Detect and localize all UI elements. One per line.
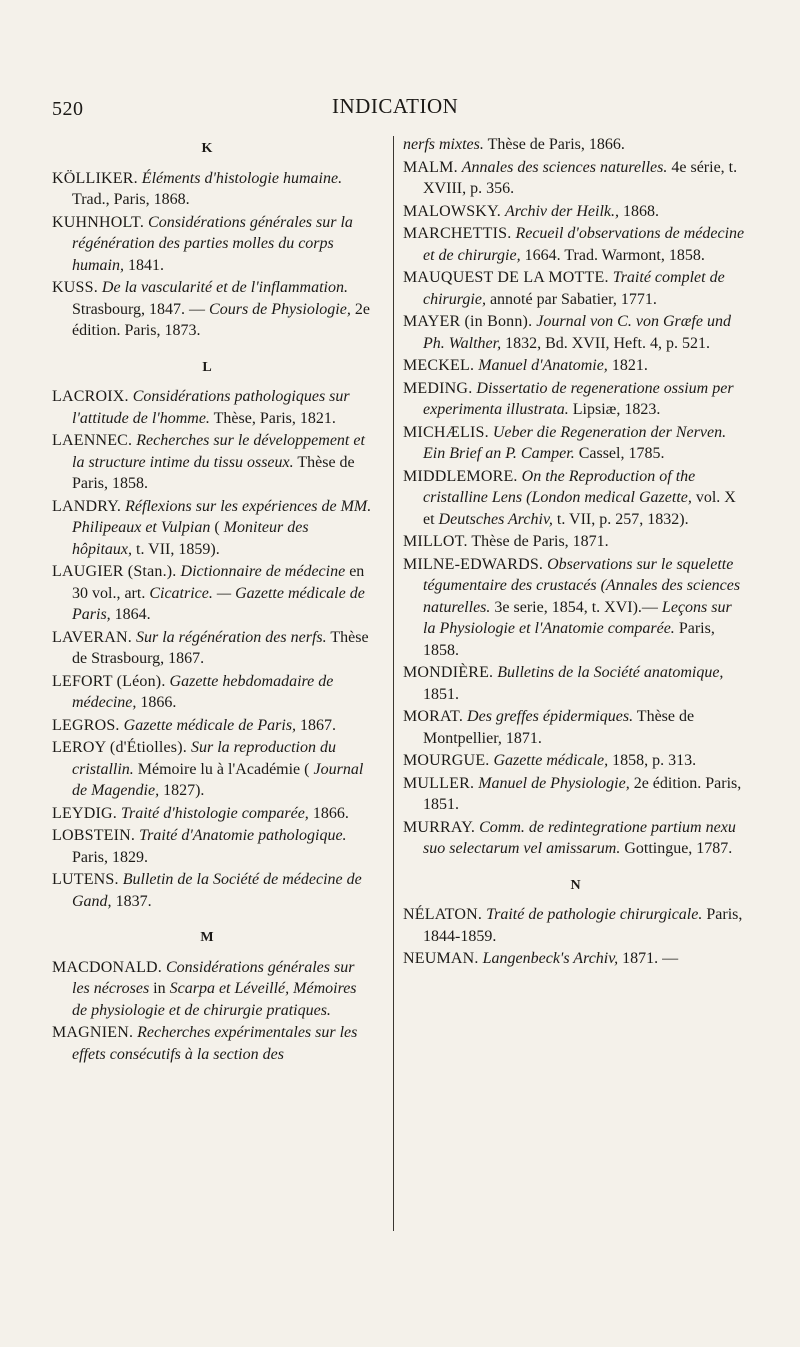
entry-author: LUTENS. — [52, 871, 119, 888]
bibliography-entry — [403, 531, 748, 553]
entry-rest: Thèse de Montpellier, 1871. — [423, 708, 695, 747]
entry-title: Langenbeck's Archiv, — [482, 950, 619, 967]
entry-title: Recherches expérimentales sur les effets consécutifs à la section des — [72, 1024, 358, 1063]
section-gap — [52, 343, 372, 353]
entry-title: Sur la régénération des nerfs. — [135, 628, 327, 646]
entry-author: MORAT. — [403, 708, 464, 725]
bibliography-entry — [403, 311, 748, 354]
bibliography-entry — [403, 355, 748, 377]
entry-author: MACDONALD. — [52, 958, 162, 976]
bibliography-entry — [403, 904, 748, 947]
entry-rest: t. VII, p. 257, 1832). — [556, 510, 689, 528]
entry-rest: in — [153, 980, 166, 997]
entry-title: Traité complet de chirurgie, — [423, 269, 725, 308]
entry-author: NEUMAN. — [403, 950, 479, 967]
entry-rest: t. VII, 1859). — [136, 540, 220, 558]
entry-author: MARCHETTIS. — [403, 225, 512, 242]
entry-author: MALOWSKY. — [403, 202, 501, 220]
entry-title: Recueil d'observations de médecine et de chirurgie, — [423, 225, 745, 264]
entry-author: LAENNEC. — [52, 432, 133, 449]
entry-title: Considérations pathologiques sur l'attitude de l'homme. — [72, 388, 350, 427]
running-title: INDICATION — [332, 94, 459, 118]
bibliography-entry — [403, 662, 748, 705]
section-letter: N — [570, 877, 581, 893]
entry-title: Gazette médicale de Paris, — [123, 716, 297, 734]
entry-rest: vol. X et — [423, 489, 736, 528]
bibliography-entry — [403, 773, 748, 816]
entry-rest: Thèse de Paris, 1858. — [72, 453, 355, 492]
entry-rest: en 30 vol., art. — [72, 563, 365, 602]
entry-title: Scarpa et Léveillé, Mémoires de physiologie et de chirurgie pratiques. — [72, 980, 357, 1019]
bibliography-entry — [52, 715, 372, 737]
entry-title: Bulletins de la Société anatomique, — [497, 664, 724, 681]
bibliography-entry — [52, 212, 372, 277]
entry-rest: Thèse de Strasbourg, 1867. — [72, 628, 369, 667]
entry-rest: 1868. — [623, 202, 659, 220]
bibliography-entry — [52, 430, 372, 495]
entry-author: LOBSTEIN. — [52, 827, 136, 844]
entry-author: KUHNHOLT. — [52, 213, 145, 231]
entry-title: Cours de Physiologie, — [209, 300, 351, 318]
entry-author: MALM. — [403, 158, 458, 176]
bibliography-entry — [52, 496, 372, 561]
entry-rest: Strasbourg, 1847. — — [72, 300, 206, 318]
bibliography-entry — [403, 157, 748, 200]
entry-title: nerfs mixtes. — [403, 136, 484, 153]
entry-author: LANDRY. — [52, 497, 122, 515]
entry-author: NÉLATON. — [403, 906, 483, 923]
entry-title: Éléments d'histologie humaine. — [141, 169, 343, 187]
entry-author: LEGROS. — [52, 716, 120, 734]
entry-rest: Gottingue, 1787. — [624, 840, 733, 857]
entry-author: KUSS. — [52, 279, 98, 296]
section-letter: M — [200, 930, 214, 945]
entry-rest: 1841. — [128, 256, 164, 274]
entry-title: Archiv der Heilk., — [504, 202, 619, 220]
entry-title: On the Reproduction of the cristalline Lens (London medical Gazette, — [423, 467, 696, 506]
bibliography-entry — [52, 671, 372, 714]
entry-rest: 1837. — [115, 892, 152, 910]
bibliography-entry — [403, 223, 748, 266]
bibliography-entry — [52, 277, 372, 342]
right-column — [403, 134, 748, 971]
entry-title: Journal von C. von Græfe und Ph. Walther, — [423, 313, 731, 352]
entry-rest: 1871. — — [622, 950, 679, 967]
entry-author: MULLER. — [403, 774, 475, 792]
entry-rest: 1864. — [114, 606, 151, 623]
bibliography-entry — [403, 267, 748, 310]
bibliography-entry — [52, 386, 372, 429]
entry-author: MILLOT. — [403, 533, 468, 550]
bibliography-entry — [403, 134, 748, 156]
entry-author: MAUQUEST DE LA MOTTE. — [403, 269, 609, 286]
bibliography-entry — [403, 706, 748, 749]
bibliography-entry — [52, 561, 372, 626]
entry-rest: 1821. — [611, 357, 648, 374]
bibliography-entry — [403, 466, 748, 531]
bibliography-entry — [52, 737, 372, 802]
entry-title: Manuel de Physiologie, — [478, 774, 630, 792]
entry-author: MURRAY. — [403, 818, 476, 836]
entry-title: Annales des sciences naturelles. — [461, 158, 668, 176]
left-column — [52, 134, 372, 1066]
entry-title: Gazette médicale, — [493, 752, 609, 769]
entry-title: Sur la reproduction du cristallin. — [72, 739, 336, 778]
entry-rest: 3e serie, 1854, t. XVI).— — [494, 598, 658, 616]
entry-rest: Paris, 1858. — [423, 620, 715, 659]
entry-rest: 2e édition. Paris, 1851. — [423, 774, 742, 813]
entry-rest: 1866. — [140, 694, 177, 711]
section-letter: L — [202, 359, 212, 375]
bibliography-entry — [52, 1022, 372, 1065]
entry-author: MAGNIEN. — [52, 1024, 134, 1041]
bibliography-entry — [52, 168, 372, 211]
entry-rest: Thèse, Paris, 1821. — [213, 409, 336, 427]
entry-title: Recherches sur le développement et la structure intime du tissu osseux. — [72, 432, 365, 471]
entry-title: Cicatrice. — Gazette médicale de Paris, — [72, 584, 365, 623]
entry-author: MONDIÈRE. — [403, 664, 494, 681]
entry-author: MICHÆLIS. — [403, 423, 489, 441]
entry-rest: Cassel, 1785. — [578, 445, 665, 462]
entry-author: LEROY (d'Étiolles). — [52, 739, 187, 756]
bibliography-entry — [52, 803, 372, 825]
bibliography-entry — [52, 957, 372, 1022]
entry-rest: 4e série, t. XVIII, p. 356. — [423, 158, 738, 197]
entry-title: Traité d'histologie comparée, — [120, 804, 309, 822]
entry-rest: 1866. — [312, 804, 349, 822]
bibliography-entry — [403, 201, 748, 223]
entry-author: LEFORT (Léon). — [52, 672, 166, 690]
entry-title: Considérations générales sur les nécroses — [72, 958, 355, 997]
entry-rest: Paris, 1844-1859. — [423, 906, 743, 945]
entry-rest: 1867. — [300, 716, 337, 734]
entry-rest: 1858, p. 313. — [612, 752, 697, 769]
entry-title: Dictionnaire de médecine — [180, 563, 346, 580]
bibliography-entry — [52, 825, 372, 868]
entry-title: Considérations générales sur la régénération des parties molles du corps humain, — [72, 213, 353, 274]
entry-author: MIDDLEMORE. — [403, 467, 518, 485]
bibliography-entry — [403, 750, 748, 772]
entry-author: LEYDIG. — [52, 804, 117, 822]
entry-rest: 1827). — [163, 782, 205, 799]
entry-title: Bulletin de la Société de médecine de Gand, — [72, 871, 362, 910]
bibliography-entry — [403, 817, 748, 860]
entry-rest: ( — [214, 519, 220, 536]
bibliography-entry — [403, 378, 748, 421]
bibliography-entry — [403, 948, 748, 970]
entry-rest: Thèse de Paris, 1871. — [471, 533, 609, 550]
entry-rest: annoté par Sabatier, 1771. — [489, 290, 657, 308]
entry-title: Observations sur le squelette tégumentaire des crustacés (Annales des sciences naturelles. — [423, 555, 741, 616]
section-gap — [403, 861, 748, 871]
column-divider — [393, 136, 394, 1231]
bibliography-entry — [52, 869, 372, 912]
entry-title: Dissertatio de regeneratione ossium per experimenta illustrata. — [423, 379, 734, 418]
entry-title: Moniteur des hôpitaux, — [72, 519, 309, 558]
entry-title: De la vascularité et de l'inflammation. — [101, 279, 348, 296]
entry-author: LAVERAN. — [52, 628, 132, 646]
entry-rest: Mémoire lu à l'Académie ( — [137, 760, 310, 778]
entry-author: MOURGUE. — [403, 752, 490, 769]
entry-rest: Lipsiæ, 1823. — [572, 401, 661, 418]
entry-rest: Thèse de Paris, 1866. — [487, 136, 625, 153]
entry-title: Des greffes épidermiques. — [467, 708, 634, 725]
entry-author: MILNE-EDWARDS. — [403, 555, 544, 573]
entry-rest: 1664. Trad. Warmont, 1858. — [524, 246, 705, 264]
bibliography-entry — [403, 554, 748, 662]
entry-author: KÖLLIKER. — [52, 169, 138, 187]
page-number: 520 — [52, 98, 84, 120]
entry-title: Deutsches Archiv, — [438, 510, 553, 528]
entry-title: Ueber die Regeneration der Nerven. Ein Brief an P. Camper. — [423, 423, 727, 462]
bibliography-entry — [403, 422, 748, 465]
entry-rest: Trad., Paris, 1868. — [72, 191, 190, 208]
entry-title: Comm. de redintegratione partium nexu suo selectarum vel amissarum. — [423, 818, 736, 857]
entry-title: Réflexions sur les expériences de MM. Philipeaux et Vulpian — [72, 497, 372, 536]
entry-author: MEDING. — [403, 379, 473, 397]
bibliography-entry — [52, 627, 372, 670]
entry-title: Manuel d'Anatomie, — [478, 357, 608, 374]
section-letter: K — [201, 141, 213, 156]
entry-title: Traité d'Anatomie pathologique. — [139, 827, 347, 844]
entry-rest: 2e édition. Paris, 1873. — [72, 300, 370, 339]
entry-title: Traité de pathologie chirurgicale. — [486, 906, 703, 923]
entry-author: MAYER (in Bonn). — [403, 313, 533, 330]
entry-author: LAUGIER (Stan.). — [52, 563, 177, 580]
entry-author: LACROIX. — [52, 388, 129, 405]
entry-rest: 1832, Bd. XVII, Heft. 4, p. 521. — [505, 334, 710, 352]
entry-title: Gazette hebdomadaire de médecine, — [72, 672, 334, 711]
entry-title: Leçons sur la Physiologie et l'Anatomie comparée. — [423, 598, 732, 637]
entry-title: Journal de Magendie, — [72, 760, 364, 799]
entry-rest: 1851. — [423, 685, 459, 703]
section-gap — [52, 913, 372, 923]
entry-rest: Paris, 1829. — [72, 848, 148, 866]
entry-author: MECKEL. — [403, 357, 475, 374]
